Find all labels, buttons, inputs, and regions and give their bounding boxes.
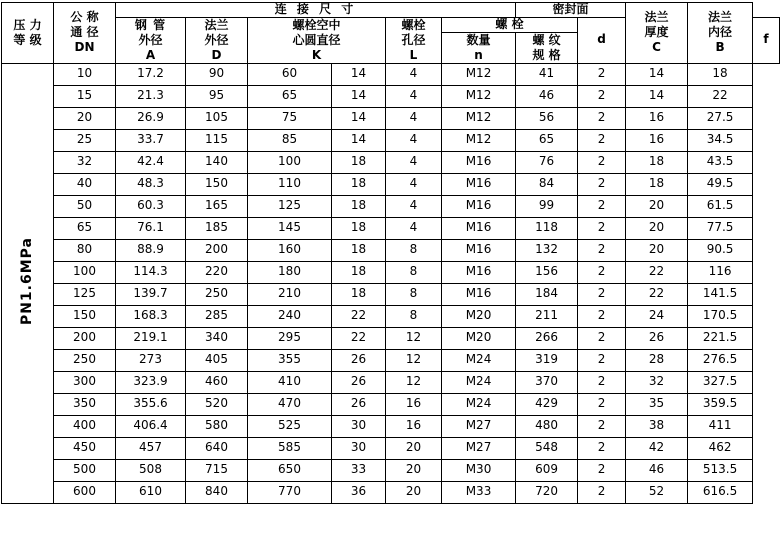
table-row xyxy=(2,217,780,239)
cell-nominal-dn: 10 xyxy=(54,63,116,85)
cell-bolt-thread: M12 xyxy=(442,85,516,107)
cell-pipe-od: 273 xyxy=(116,349,186,371)
cell-seal-d: 84 xyxy=(516,173,578,195)
cell-bolt-hole: 36 xyxy=(332,481,386,503)
cell-flange-thickness: 20 xyxy=(626,239,688,261)
cell-flange-thickness: 18 xyxy=(626,151,688,173)
cell-bolt-thread: M30 xyxy=(442,459,516,481)
cell-flange-id: 141.5 xyxy=(688,283,753,305)
cell-seal-f: 2 xyxy=(578,415,626,437)
cell-pipe-od: 355.6 xyxy=(116,393,186,415)
cell-flange-thickness: 14 xyxy=(626,63,688,85)
header-group-seal-face: 密封面 xyxy=(516,3,626,18)
cell-nominal-dn: 15 xyxy=(54,85,116,107)
header-bolt-count-line2: n xyxy=(474,47,483,62)
cell-nominal-dn: 65 xyxy=(54,217,116,239)
pressure-class-cell xyxy=(2,63,54,503)
cell-nominal-dn: 50 xyxy=(54,195,116,217)
cell-seal-f: 2 xyxy=(578,129,626,151)
table-row xyxy=(2,327,780,349)
header-bolt-count xyxy=(442,32,516,63)
header-bolt-thread-line2: 规 格 xyxy=(532,47,561,62)
cell-flange-id: 411 xyxy=(688,415,753,437)
cell-flange-id: 90.5 xyxy=(688,239,753,261)
cell-nominal-dn: 25 xyxy=(54,129,116,151)
cell-flange-id: 359.5 xyxy=(688,393,753,415)
cell-seal-f: 2 xyxy=(578,63,626,85)
cell-bolt-count: 8 xyxy=(386,283,442,305)
cell-bolt-hole: 22 xyxy=(332,305,386,327)
cell-flange-od: 185 xyxy=(186,217,248,239)
cell-flange-thickness: 35 xyxy=(626,393,688,415)
cell-seal-f: 2 xyxy=(578,393,626,415)
header-flange-thickness-line2: 厚度 xyxy=(644,25,669,40)
cell-nominal-dn: 100 xyxy=(54,261,116,283)
cell-flange-thickness: 28 xyxy=(626,349,688,371)
header-flange-outer-diameter xyxy=(186,17,248,63)
cell-seal-f: 2 xyxy=(578,349,626,371)
header-bolt-hole-line2: 孔径 xyxy=(401,32,426,47)
cell-bolt-circle: 470 xyxy=(248,393,332,415)
cell-pipe-od: 48.3 xyxy=(116,173,186,195)
cell-bolt-circle: 240 xyxy=(248,305,332,327)
cell-nominal-dn: 32 xyxy=(54,151,116,173)
table-row xyxy=(2,481,780,503)
table-row xyxy=(2,349,780,371)
cell-nominal-dn: 125 xyxy=(54,283,116,305)
cell-bolt-thread: M20 xyxy=(442,305,516,327)
cell-bolt-circle: 100 xyxy=(248,151,332,173)
header-seal-d: d xyxy=(578,17,626,63)
cell-bolt-circle: 770 xyxy=(248,481,332,503)
header-pipe-od-line1: 钢 管 xyxy=(134,17,167,32)
cell-pipe-od: 76.1 xyxy=(116,217,186,239)
table-head xyxy=(2,3,780,64)
cell-bolt-thread: M16 xyxy=(442,173,516,195)
cell-flange-thickness: 24 xyxy=(626,305,688,327)
cell-flange-od: 90 xyxy=(186,63,248,85)
header-pipe-outer-diameter xyxy=(116,17,186,63)
cell-bolt-circle: 410 xyxy=(248,371,332,393)
table-row xyxy=(2,371,780,393)
cell-nominal-dn: 80 xyxy=(54,239,116,261)
table-row xyxy=(2,283,780,305)
table-row xyxy=(2,305,780,327)
header-bolt-hole-line1: 螺栓 xyxy=(401,17,426,32)
cell-flange-id: 49.5 xyxy=(688,173,753,195)
cell-flange-id: 276.5 xyxy=(688,349,753,371)
cell-seal-f: 2 xyxy=(578,261,626,283)
cell-pipe-od: 457 xyxy=(116,437,186,459)
table-body xyxy=(2,63,780,503)
cell-pipe-od: 21.3 xyxy=(116,85,186,107)
cell-flange-od: 580 xyxy=(186,415,248,437)
cell-seal-d: 118 xyxy=(516,217,578,239)
cell-seal-f: 2 xyxy=(578,305,626,327)
cell-nominal-dn: 350 xyxy=(54,393,116,415)
cell-flange-thickness: 18 xyxy=(626,173,688,195)
cell-bolt-circle: 210 xyxy=(248,283,332,305)
cell-bolt-circle: 145 xyxy=(248,217,332,239)
cell-seal-d: 41 xyxy=(516,63,578,85)
cell-bolt-thread: M20 xyxy=(442,327,516,349)
header-nominal-dn xyxy=(54,3,116,64)
cell-bolt-hole: 18 xyxy=(332,239,386,261)
cell-flange-od: 520 xyxy=(186,393,248,415)
cell-bolt-count: 20 xyxy=(386,459,442,481)
header-flange-thickness xyxy=(626,3,688,64)
cell-flange-id: 18 xyxy=(688,63,753,85)
cell-bolt-count: 8 xyxy=(386,305,442,327)
cell-pipe-od: 406.4 xyxy=(116,415,186,437)
cell-bolt-hole: 18 xyxy=(332,173,386,195)
cell-bolt-circle: 585 xyxy=(248,437,332,459)
cell-flange-thickness: 20 xyxy=(626,195,688,217)
table-row xyxy=(2,261,780,283)
header-pressure-rating-line1: 压 力 xyxy=(13,17,42,32)
cell-nominal-dn: 20 xyxy=(54,107,116,129)
cell-seal-f: 2 xyxy=(578,217,626,239)
cell-seal-f: 2 xyxy=(578,327,626,349)
header-flange-od-line2: 外径 xyxy=(204,32,229,47)
cell-nominal-dn: 40 xyxy=(54,173,116,195)
cell-flange-od: 840 xyxy=(186,481,248,503)
cell-bolt-thread: M16 xyxy=(442,261,516,283)
cell-seal-f: 2 xyxy=(578,85,626,107)
header-pressure-rating xyxy=(2,3,54,64)
cell-bolt-circle: 180 xyxy=(248,261,332,283)
cell-bolt-hole: 14 xyxy=(332,63,386,85)
cell-bolt-thread: M24 xyxy=(442,371,516,393)
header-nominal-dn-line3: DN xyxy=(74,40,95,55)
cell-flange-thickness: 52 xyxy=(626,481,688,503)
cell-bolt-thread: M24 xyxy=(442,349,516,371)
cell-bolt-count: 4 xyxy=(386,85,442,107)
cell-flange-od: 200 xyxy=(186,239,248,261)
cell-nominal-dn: 250 xyxy=(54,349,116,371)
header-group-connection-dimensions: 连 接 尺 寸 xyxy=(116,3,516,18)
cell-bolt-thread: M27 xyxy=(442,415,516,437)
cell-flange-id: 462 xyxy=(688,437,753,459)
cell-flange-id: 221.5 xyxy=(688,327,753,349)
cell-bolt-circle: 160 xyxy=(248,239,332,261)
table-row xyxy=(2,63,780,85)
cell-bolt-count: 4 xyxy=(386,217,442,239)
table-row xyxy=(2,239,780,261)
cell-bolt-count: 8 xyxy=(386,239,442,261)
cell-flange-thickness: 38 xyxy=(626,415,688,437)
cell-bolt-count: 16 xyxy=(386,393,442,415)
cell-flange-od: 105 xyxy=(186,107,248,129)
cell-bolt-thread: M16 xyxy=(442,283,516,305)
cell-seal-d: 609 xyxy=(516,459,578,481)
cell-flange-thickness: 26 xyxy=(626,327,688,349)
cell-bolt-thread: M16 xyxy=(442,239,516,261)
cell-seal-d: 99 xyxy=(516,195,578,217)
cell-flange-id: 170.5 xyxy=(688,305,753,327)
cell-flange-thickness: 42 xyxy=(626,437,688,459)
cell-pipe-od: 60.3 xyxy=(116,195,186,217)
cell-flange-id: 513.5 xyxy=(688,459,753,481)
cell-bolt-hole: 33 xyxy=(332,459,386,481)
cell-flange-od: 285 xyxy=(186,305,248,327)
cell-flange-thickness: 46 xyxy=(626,459,688,481)
cell-seal-f: 2 xyxy=(578,107,626,129)
cell-bolt-circle: 125 xyxy=(248,195,332,217)
cell-bolt-thread: M16 xyxy=(442,151,516,173)
cell-flange-id: 77.5 xyxy=(688,217,753,239)
header-flange-thickness-line3: C xyxy=(652,40,661,55)
cell-bolt-hole: 18 xyxy=(332,261,386,283)
cell-seal-d: 211 xyxy=(516,305,578,327)
header-bolt-circle-line3: K xyxy=(311,47,322,62)
cell-bolt-thread: M12 xyxy=(442,63,516,85)
cell-seal-f: 2 xyxy=(578,481,626,503)
cell-seal-d: 266 xyxy=(516,327,578,349)
header-bolt-circle-diameter xyxy=(248,17,386,63)
cell-bolt-count: 4 xyxy=(386,151,442,173)
cell-flange-thickness: 32 xyxy=(626,371,688,393)
cell-bolt-hole: 26 xyxy=(332,393,386,415)
cell-pipe-od: 219.1 xyxy=(116,327,186,349)
cell-nominal-dn: 450 xyxy=(54,437,116,459)
cell-bolt-circle: 295 xyxy=(248,327,332,349)
cell-pipe-od: 114.3 xyxy=(116,261,186,283)
cell-bolt-count: 4 xyxy=(386,129,442,151)
cell-bolt-thread: M27 xyxy=(442,437,516,459)
cell-nominal-dn: 200 xyxy=(54,327,116,349)
header-bolt-circle-line1: 螺栓空中 xyxy=(292,17,341,32)
header-flange-inner-diameter xyxy=(688,3,753,64)
flange-dimension-sheet xyxy=(0,2,781,553)
cell-flange-od: 95 xyxy=(186,85,248,107)
pressure-class-label: PN1.6MPa xyxy=(19,237,36,326)
cell-bolt-count: 4 xyxy=(386,173,442,195)
cell-seal-d: 184 xyxy=(516,283,578,305)
table-row xyxy=(2,85,780,107)
cell-pipe-od: 26.9 xyxy=(116,107,186,129)
cell-seal-d: 132 xyxy=(516,239,578,261)
cell-flange-id: 327.5 xyxy=(688,371,753,393)
header-group-bolts: 螺 栓 xyxy=(442,17,578,32)
cell-seal-d: 56 xyxy=(516,107,578,129)
header-flange-od-line3: D xyxy=(211,47,222,62)
cell-bolt-circle: 60 xyxy=(248,63,332,85)
cell-pipe-od: 42.4 xyxy=(116,151,186,173)
cell-flange-id: 616.5 xyxy=(688,481,753,503)
table-row xyxy=(2,129,780,151)
cell-flange-od: 165 xyxy=(186,195,248,217)
cell-flange-od: 340 xyxy=(186,327,248,349)
cell-bolt-count: 20 xyxy=(386,437,442,459)
cell-bolt-circle: 65 xyxy=(248,85,332,107)
cell-flange-id: 116 xyxy=(688,261,753,283)
table-row xyxy=(2,151,780,173)
cell-pipe-od: 33.7 xyxy=(116,129,186,151)
cell-bolt-circle: 110 xyxy=(248,173,332,195)
table-row xyxy=(2,195,780,217)
table-row xyxy=(2,173,780,195)
cell-flange-thickness: 16 xyxy=(626,107,688,129)
header-row-1 xyxy=(2,3,780,18)
cell-seal-d: 480 xyxy=(516,415,578,437)
cell-flange-od: 220 xyxy=(186,261,248,283)
header-pressure-rating-line2: 等 级 xyxy=(13,32,42,47)
cell-seal-d: 156 xyxy=(516,261,578,283)
cell-flange-od: 140 xyxy=(186,151,248,173)
cell-seal-d: 720 xyxy=(516,481,578,503)
header-bolt-hole-line3: L xyxy=(409,47,418,62)
cell-bolt-count: 12 xyxy=(386,371,442,393)
cell-bolt-thread: M12 xyxy=(442,129,516,151)
cell-flange-od: 115 xyxy=(186,129,248,151)
header-bolt-thread-line1: 螺 纹 xyxy=(532,32,561,47)
cell-bolt-hole: 18 xyxy=(332,283,386,305)
cell-bolt-hole: 30 xyxy=(332,437,386,459)
cell-pipe-od: 168.3 xyxy=(116,305,186,327)
cell-nominal-dn: 500 xyxy=(54,459,116,481)
cell-seal-f: 2 xyxy=(578,239,626,261)
cell-pipe-od: 323.9 xyxy=(116,371,186,393)
cell-pipe-od: 508 xyxy=(116,459,186,481)
cell-seal-f: 2 xyxy=(578,283,626,305)
header-flange-id-line2: 内径 xyxy=(708,25,733,40)
cell-flange-od: 150 xyxy=(186,173,248,195)
cell-bolt-thread: M33 xyxy=(442,481,516,503)
cell-flange-id: 27.5 xyxy=(688,107,753,129)
cell-pipe-od: 17.2 xyxy=(116,63,186,85)
header-bolt-circle-line2: 心圆直径 xyxy=(292,32,341,47)
cell-bolt-thread: M12 xyxy=(442,107,516,129)
cell-bolt-hole: 18 xyxy=(332,151,386,173)
header-bolt-thread-spec xyxy=(516,32,578,63)
header-flange-id-line1: 法兰 xyxy=(708,10,733,25)
cell-bolt-circle: 525 xyxy=(248,415,332,437)
cell-pipe-od: 610 xyxy=(116,481,186,503)
cell-flange-id: 34.5 xyxy=(688,129,753,151)
cell-bolt-circle: 85 xyxy=(248,129,332,151)
cell-nominal-dn: 150 xyxy=(54,305,116,327)
cell-flange-od: 405 xyxy=(186,349,248,371)
cell-flange-od: 715 xyxy=(186,459,248,481)
cell-bolt-hole: 14 xyxy=(332,129,386,151)
cell-seal-f: 2 xyxy=(578,459,626,481)
cell-bolt-count: 20 xyxy=(386,481,442,503)
table-row xyxy=(2,107,780,129)
cell-nominal-dn: 600 xyxy=(54,481,116,503)
header-flange-id-line3: B xyxy=(715,40,725,55)
cell-bolt-count: 4 xyxy=(386,63,442,85)
cell-seal-d: 370 xyxy=(516,371,578,393)
table-row xyxy=(2,459,780,481)
cell-bolt-hole: 14 xyxy=(332,107,386,129)
header-flange-thickness-line1: 法兰 xyxy=(644,10,669,25)
cell-bolt-hole: 22 xyxy=(332,327,386,349)
cell-flange-thickness: 22 xyxy=(626,283,688,305)
cell-flange-id: 43.5 xyxy=(688,151,753,173)
cell-flange-thickness: 22 xyxy=(626,261,688,283)
header-flange-od-line1: 法兰 xyxy=(204,17,229,32)
cell-flange-od: 460 xyxy=(186,371,248,393)
cell-flange-thickness: 14 xyxy=(626,85,688,107)
cell-flange-od: 640 xyxy=(186,437,248,459)
table-row xyxy=(2,437,780,459)
cell-flange-od: 250 xyxy=(186,283,248,305)
table-row xyxy=(2,415,780,437)
cell-bolt-circle: 75 xyxy=(248,107,332,129)
cell-pipe-od: 88.9 xyxy=(116,239,186,261)
cell-seal-d: 429 xyxy=(516,393,578,415)
cell-seal-f: 2 xyxy=(578,173,626,195)
cell-flange-id: 22 xyxy=(688,85,753,107)
cell-seal-f: 2 xyxy=(578,371,626,393)
header-seal-f: f xyxy=(753,17,780,63)
cell-flange-thickness: 16 xyxy=(626,129,688,151)
cell-bolt-thread: M24 xyxy=(442,393,516,415)
cell-seal-f: 2 xyxy=(578,195,626,217)
cell-seal-d: 76 xyxy=(516,151,578,173)
cell-bolt-count: 4 xyxy=(386,195,442,217)
cell-bolt-count: 16 xyxy=(386,415,442,437)
cell-bolt-count: 12 xyxy=(386,327,442,349)
cell-nominal-dn: 300 xyxy=(54,371,116,393)
header-pipe-od-line3: A xyxy=(145,47,156,62)
header-bolt-count-line1: 数量 xyxy=(466,32,491,47)
cell-bolt-hole: 26 xyxy=(332,371,386,393)
table-row xyxy=(2,393,780,415)
cell-seal-d: 548 xyxy=(516,437,578,459)
cell-seal-d: 46 xyxy=(516,85,578,107)
cell-pipe-od: 139.7 xyxy=(116,283,186,305)
cell-seal-d: 65 xyxy=(516,129,578,151)
cell-bolt-thread: M16 xyxy=(442,195,516,217)
cell-bolt-count: 4 xyxy=(386,107,442,129)
flange-dimension-table xyxy=(1,2,780,504)
cell-nominal-dn: 400 xyxy=(54,415,116,437)
cell-seal-f: 2 xyxy=(578,437,626,459)
cell-bolt-hole: 18 xyxy=(332,217,386,239)
cell-bolt-hole: 30 xyxy=(332,415,386,437)
cell-bolt-hole: 26 xyxy=(332,349,386,371)
header-nominal-dn-line2: 通 径 xyxy=(70,25,99,40)
cell-bolt-hole: 14 xyxy=(332,85,386,107)
cell-bolt-circle: 355 xyxy=(248,349,332,371)
cell-seal-d: 319 xyxy=(516,349,578,371)
cell-bolt-count: 8 xyxy=(386,261,442,283)
cell-seal-f: 2 xyxy=(578,151,626,173)
cell-flange-thickness: 20 xyxy=(626,217,688,239)
header-pipe-od-line2: 外径 xyxy=(138,32,163,47)
header-bolt-hole-diameter xyxy=(386,17,442,63)
cell-bolt-count: 12 xyxy=(386,349,442,371)
cell-flange-id: 61.5 xyxy=(688,195,753,217)
cell-bolt-circle: 650 xyxy=(248,459,332,481)
cell-bolt-hole: 18 xyxy=(332,195,386,217)
header-nominal-dn-line1: 公 称 xyxy=(70,10,99,25)
cell-bolt-thread: M16 xyxy=(442,217,516,239)
